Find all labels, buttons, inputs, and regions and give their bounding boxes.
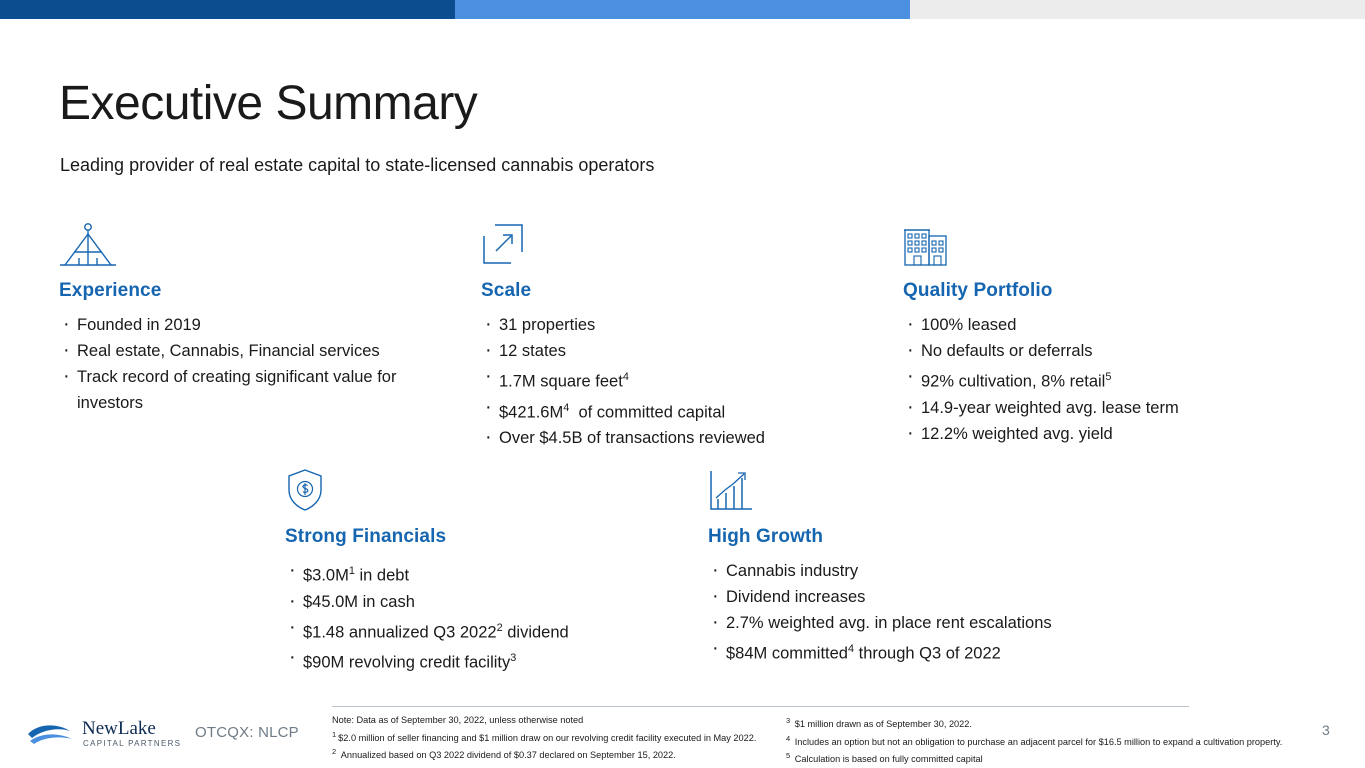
- section-title: Experience: [59, 280, 162, 301]
- shield-dollar-icon: [285, 464, 685, 512]
- list-item: · Dividend increases: [708, 584, 1088, 610]
- section-experience: [59, 218, 459, 416]
- bullet-list: [903, 312, 1303, 447]
- list-item: · Real estate, Cannabis, Financial services: [59, 338, 439, 364]
- page-subtitle: Leading provider of real estate capital to state-licensed cannabis operators: [60, 155, 655, 175]
- list-item: · 12.2% weighted avg. yield: [903, 421, 1283, 447]
- footnote: $^4$ Includes an option but not an obligation to purchase an adjacent parcel for $16.5 million to expand a cultivation property.: [786, 733, 1283, 747]
- list-item: · No defaults or deferrals: [903, 338, 1283, 364]
- section-title: Scale: [481, 280, 532, 301]
- list-item: · 100% leased: [903, 312, 1283, 338]
- list-item: · 14.9-year weighted avg. lease term: [903, 395, 1283, 421]
- section-high-growth: [708, 464, 1108, 667]
- list-item: · 2.7% weighted avg. in place rent escalations: [708, 610, 1088, 636]
- footnote: Note: Data as of September 30, 2022, unless otherwise noted: [332, 715, 584, 725]
- list-item: · Track record of creating significant value for investors: [59, 364, 439, 416]
- company-logo: [26, 714, 186, 752]
- page-number: 3: [1322, 722, 1330, 738]
- section-quality-portfolio: [903, 218, 1303, 447]
- expand-arrow-icon: [481, 218, 881, 266]
- bullet-list: [285, 558, 685, 676]
- footnotes-right: [786, 714, 1316, 767]
- section-title: Quality Portfolio: [903, 280, 1053, 301]
- list-item: · $1.48 annualized Q3 2022$^2$ dividend: [285, 615, 665, 646]
- list-item: · $84M committed$^4$ through Q3 of 2022: [708, 636, 1088, 667]
- growth-chart-icon: [708, 464, 1108, 512]
- bullet-list: [481, 312, 881, 451]
- top-bar-segment-mid: [455, 0, 910, 19]
- list-item: · $45.0M in cash: [285, 589, 665, 615]
- list-item: · Cannabis industry: [708, 558, 1088, 584]
- page-title: Executive Summary: [59, 77, 478, 130]
- list-item: · 31 properties: [481, 312, 861, 338]
- footnote: $^1$ $2.0 million of seller financing and $1 million draw on our revolving credit facility executed in May 2022.: [332, 729, 757, 743]
- top-color-bar: [0, 0, 1365, 19]
- footnote: $^5$ Calculation is based on fully committed capital: [786, 751, 983, 765]
- bullet-list: [59, 312, 459, 416]
- section-title: Strong Financials: [285, 526, 447, 547]
- list-item: · $\$3.0M^1$ in debt: [285, 558, 665, 589]
- list-item: · Founded in 2019: [59, 312, 439, 338]
- svg-text:NewLake: NewLake: [82, 718, 156, 739]
- bullet-list: [708, 558, 1108, 667]
- section-title: High Growth: [708, 526, 824, 547]
- footnotes-left: [332, 714, 784, 763]
- list-item: · 1.7M square feet$^4$: [481, 364, 861, 395]
- section-scale: [481, 218, 881, 451]
- buildings-icon: [903, 218, 1303, 266]
- ticker-label: OTCQX: NLCP: [195, 724, 299, 741]
- section-strong-financials: [285, 464, 685, 676]
- footnote: $^3$ $1 million drawn as of September 30, 2022.: [786, 716, 972, 730]
- footnote: $^2$ Annualized based on Q3 2022 dividend of $0.37 declared on September 15, 2022.: [332, 747, 676, 761]
- list-item: · Over $4.5B of transactions reviewed: [481, 425, 861, 451]
- footer-divider: [332, 706, 1189, 707]
- top-bar-segment-dark: [0, 0, 455, 19]
- list-item: · $\$421.6M^4$ of committed capital: [481, 395, 861, 426]
- bridge-icon: [59, 218, 459, 266]
- svg-text:CAPITAL PARTNERS: CAPITAL PARTNERS: [83, 739, 182, 748]
- top-bar-segment-light: [910, 0, 1365, 19]
- list-item: · $90M revolving credit facility$^3$: [285, 645, 665, 676]
- list-item: · 92% cultivation, 8% retail$^5$: [903, 364, 1283, 395]
- list-item: · 12 states: [481, 338, 861, 364]
